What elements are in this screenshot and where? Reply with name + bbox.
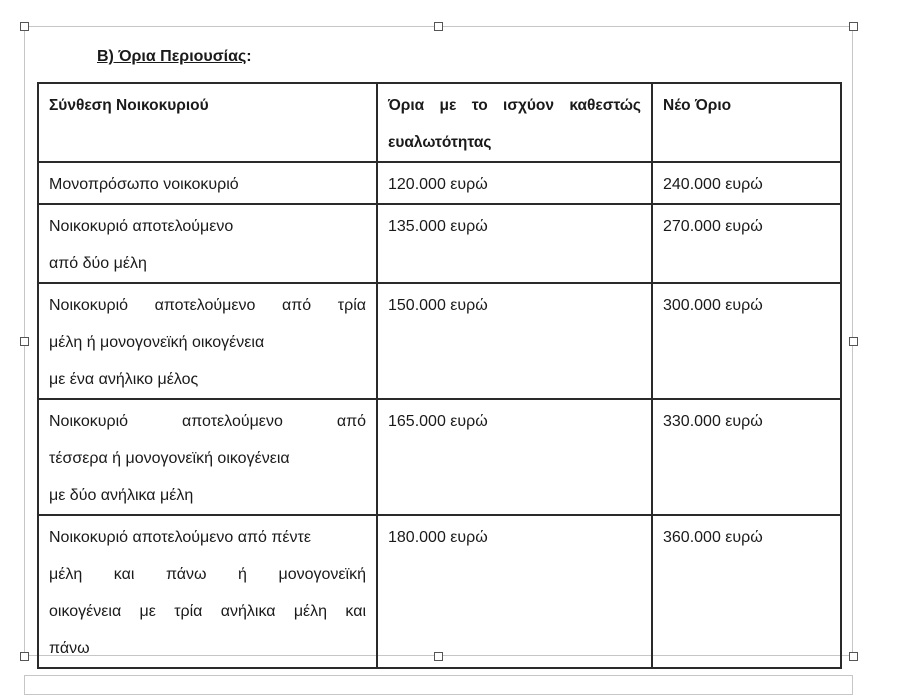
- composition-line: τέσσερα ή μονογονεϊκή οικογένεια: [49, 450, 290, 467]
- resize-handle-left[interactable]: [20, 337, 29, 346]
- composition-line: με ένα ανήλικο μέλος: [49, 371, 199, 388]
- header-current-limits-line: Όρια με το ισχύον καθεστώς: [388, 97, 641, 114]
- resize-handle-top[interactable]: [434, 22, 443, 31]
- composition-line: πάνω: [49, 640, 90, 657]
- cell-composition: [38, 162, 377, 204]
- cell-composition: [38, 399, 377, 515]
- header-current-limits-line: ευαλωτότητας: [388, 134, 492, 151]
- composition-line: Νοικοκυριό αποτελούμενο από πέντε: [49, 529, 312, 546]
- cell-new-limit: 360.000 ευρώ: [652, 515, 841, 668]
- composition-line: μέλη και πάνω ή μονογονεϊκή: [49, 566, 366, 583]
- resize-handle-bottom-left[interactable]: [20, 652, 29, 661]
- table-row: [38, 162, 841, 204]
- cell-new-limit: 330.000 ευρώ: [652, 399, 841, 515]
- composition-line: Νοικοκυριό αποτελούμενο από τρία: [49, 297, 366, 314]
- cell-composition: [38, 204, 377, 283]
- composition-line: οικογένεια με τρία ανήλικα μέλη και: [49, 603, 366, 620]
- resize-handle-top-right[interactable]: [849, 22, 858, 31]
- cell-current-limit: 180.000 ευρώ: [377, 515, 652, 668]
- table-row: [38, 399, 841, 515]
- cell-new-limit: 300.000 ευρώ: [652, 283, 841, 399]
- section-heading-label: Β) Όρια Περιουσίας: [97, 48, 247, 65]
- composition-line: Νοικοκυριό αποτελούμενο από: [49, 413, 366, 430]
- cell-current-limit: 120.000 ευρώ: [377, 162, 652, 204]
- composition-line: μέλη ή μονογονεϊκή οικογένεια: [49, 334, 265, 351]
- composition-line: από δύο μέλη: [49, 255, 147, 272]
- cell-new-limit: 270.000 ευρώ: [652, 204, 841, 283]
- resize-handle-right[interactable]: [849, 337, 858, 346]
- table-row: [38, 283, 841, 399]
- cell-new-limit: 240.000 ευρώ: [652, 162, 841, 204]
- table-header-row: [38, 83, 841, 162]
- resize-handle-top-left[interactable]: [20, 22, 29, 31]
- composition-line: Μονοπρόσωπο νοικοκυριό: [49, 176, 239, 193]
- cell-current-limit: 150.000 ευρώ: [377, 283, 652, 399]
- cell-current-limit: 135.000 ευρώ: [377, 204, 652, 283]
- table-row: [38, 204, 841, 283]
- cell-current-limit: 165.000 ευρώ: [377, 399, 652, 515]
- next-object-frame[interactable]: [24, 675, 853, 695]
- resize-handle-bottom-right[interactable]: [849, 652, 858, 661]
- cell-composition: [38, 515, 377, 668]
- asset-limits-table: [37, 82, 842, 669]
- header-new-limit: Νέο Όριο: [652, 83, 841, 162]
- table-row: [38, 515, 841, 668]
- header-household-composition: Σύνθεση Νοικοκυριού: [38, 83, 377, 162]
- composition-line: με δύο ανήλικα μέλη: [49, 487, 194, 504]
- composition-line: Νοικοκυριό αποτελούμενο: [49, 218, 234, 235]
- section-heading: [97, 48, 252, 66]
- cell-composition: [38, 283, 377, 399]
- header-current-limits: [377, 83, 652, 162]
- section-heading-colon: :: [246, 48, 252, 65]
